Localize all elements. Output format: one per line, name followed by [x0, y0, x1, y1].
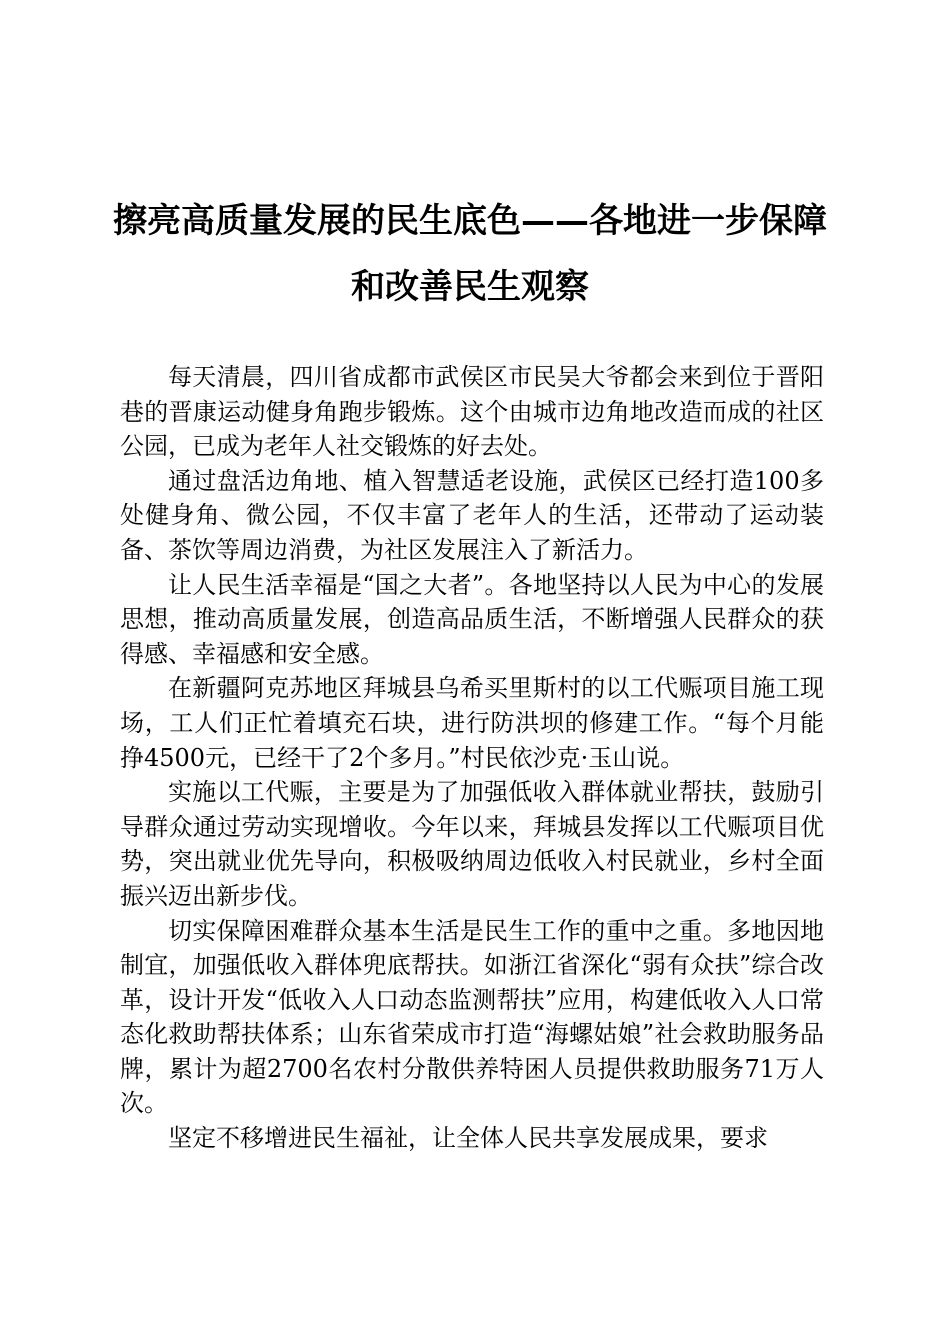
paragraph: 让人民生活幸福是“国之大者”。各地坚持以人民为中心的发展思想，推动高质量发展，创造高品质生活，不断增强人民群众的获得感、幸福感和安全感。 [120, 570, 824, 668]
paragraph: 通过盘活边角地、植入智慧适老设施，武侯区已经打造100多处健身角、微公园，不仅丰富了老年人的生活，还带动了运动装备、茶饮等周边消费，为社区发展注入了新活力。 [120, 466, 824, 564]
paragraph: 实施以工代赈，主要是为了加强低收入群体就业帮扶，鼓励引导群众通过劳动实现增收。今年以来，拜城县发挥以工代赈项目优势，突出就业优先导向，积极吸纳周边低收入村民就业，乡村全面振兴迈出新步伐。 [120, 778, 824, 910]
paragraph: 在新疆阿克苏地区拜城县乌希买里斯村的以工代赈项目施工现场，工人们正忙着填充石块，进行防洪坝的修建工作。“每个月能挣4500元，已经干了2个多月。”村民依沙克·玉山说。 [120, 674, 824, 772]
article-title: 擦亮高质量发展的民生底色——各地进一步保障和改善民生观察 [113, 201, 827, 307]
article-body [120, 360, 824, 1156]
paragraph: 每天清晨，四川省成都市武侯区市民吴大爷都会来到位于晋阳巷的晋康运动健身角跑步锻炼。这个由城市边角地改造而成的社区公园，已成为老年人社交锻炼的好去处。 [120, 363, 824, 461]
paragraph: 切实保障困难群众基本生活是民生工作的重中之重。多地因地制宜，加强低收入群体兜底帮扶。如浙江省深化“弱有众扶”综合改革，设计开发“低收入人口动态监测帮扶”应用，构建低收入人口常态化救助帮扶体系；山东省荣成市打造“海螺姑娘”社会救助服务品牌，累计为超2700名农村分散供养特困人员提供救助服务71万人次。 [120, 916, 824, 1118]
paragraph: 坚定不移增进民生福祉，让全体人民共享发展成果，要求 [168, 1124, 768, 1153]
